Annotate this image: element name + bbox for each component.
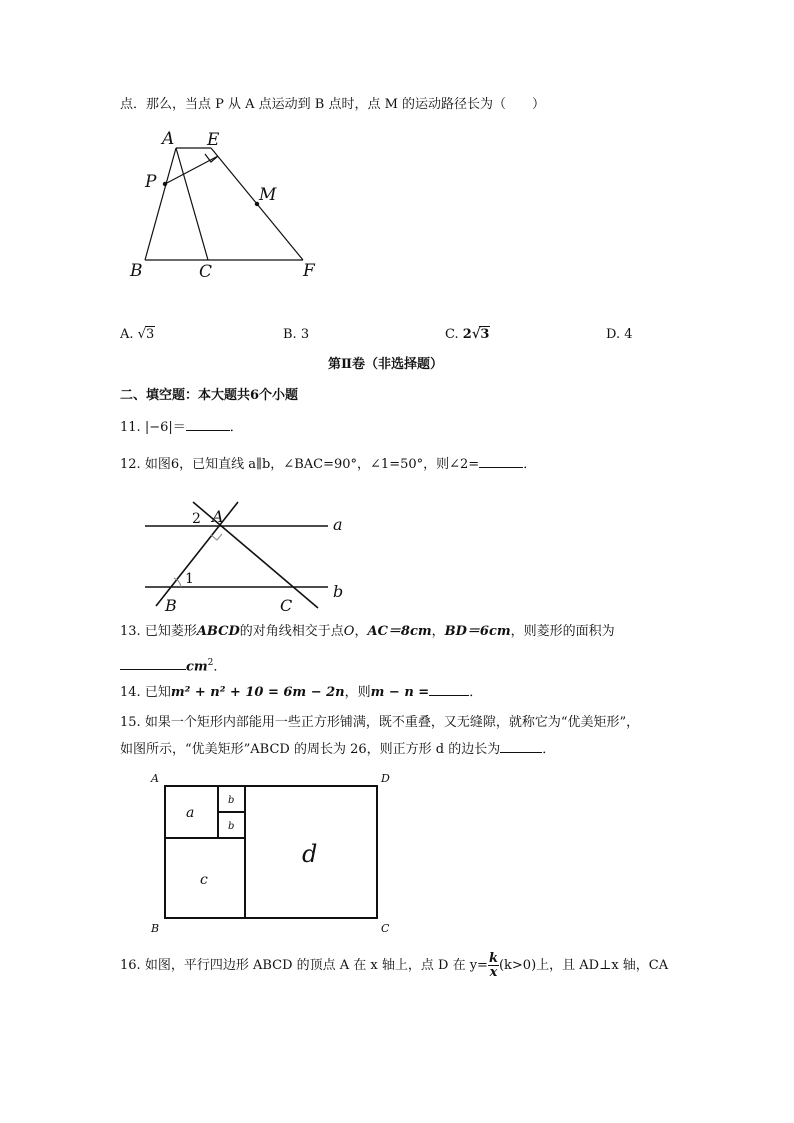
q15-label-a: a bbox=[186, 805, 195, 821]
q10-label-B: B bbox=[130, 261, 143, 281]
q12-label-b: b bbox=[333, 582, 344, 601]
q15-label-C: C bbox=[381, 922, 390, 935]
q10-option-d: D. 4 bbox=[606, 327, 633, 342]
q15-label-b2: b bbox=[228, 821, 235, 832]
q10-label-A: A bbox=[162, 129, 175, 149]
q11: 11. |−6|＝ ． bbox=[120, 420, 243, 435]
q10-label-M: M bbox=[259, 185, 277, 205]
q13: 13. 已知菱形ABCD的对角线相交于点O，AC＝8cm，BD＝6cm，则菱形的面积为 bbox=[120, 624, 615, 639]
q15-label-B: B bbox=[151, 922, 160, 935]
q10-label-C: C bbox=[199, 262, 213, 282]
q12-label-2: 2 bbox=[192, 511, 201, 527]
q10-option-b: B. 3 bbox=[283, 327, 310, 342]
q12-label-A: A bbox=[212, 507, 224, 526]
q10-option-a: A. √3 bbox=[120, 327, 155, 342]
q12-label-1: 1 bbox=[185, 571, 194, 587]
q15-line2: 如图所示，“优美矩形”ABCD 的周长为 26，则正方形 d 的边长为 ． bbox=[120, 742, 556, 757]
q15-label-d: d bbox=[302, 840, 318, 868]
q15-label-c: c bbox=[200, 872, 208, 888]
q12-label-C: C bbox=[280, 596, 293, 615]
q15-label-D: D bbox=[381, 772, 390, 785]
q16: 16. 如图，平行四边形 ABCD 的顶点 A 在 x 轴上，点 D 在 y= $\frac{k}{x}$ (k>0)上，且 AD⊥x 轴，CA bbox=[120, 951, 669, 980]
q15-label-b1: b bbox=[228, 795, 235, 806]
q10-text: 点．那么，当点 P 从 A 点运动到 B 点时，点 M 的运动路径长为（ ） bbox=[120, 97, 546, 112]
part2-title: 第Ⅱ卷（非选择题） bbox=[328, 357, 443, 372]
q12: 12. 如图6，已知直线 a∥b，∠BAC=90°，∠1=50°，则∠2= ． bbox=[120, 457, 537, 472]
q15-line1: 15. 如果一个矩形内部能用一些正方形铺满，既不重叠，又无缝隙，就称它为“优美矩形”， bbox=[120, 715, 640, 730]
q12-label-a: a bbox=[333, 515, 343, 534]
q12-label-B: B bbox=[165, 596, 177, 615]
q13-line2: $cm^2$． bbox=[120, 654, 226, 676]
q10-option-c: C. 2√3 bbox=[445, 327, 490, 342]
q10-label-E: E bbox=[207, 130, 220, 150]
q14: 14. 已知m² + n² + 10 = 6m − 2n，则m − n = ． bbox=[120, 685, 483, 700]
q10-label-P: P bbox=[145, 172, 157, 192]
q15-label-A: A bbox=[151, 772, 159, 785]
q10-label-F: F bbox=[303, 261, 315, 281]
section2-title: 二、填空题：本大题共6个小题 bbox=[120, 388, 299, 403]
